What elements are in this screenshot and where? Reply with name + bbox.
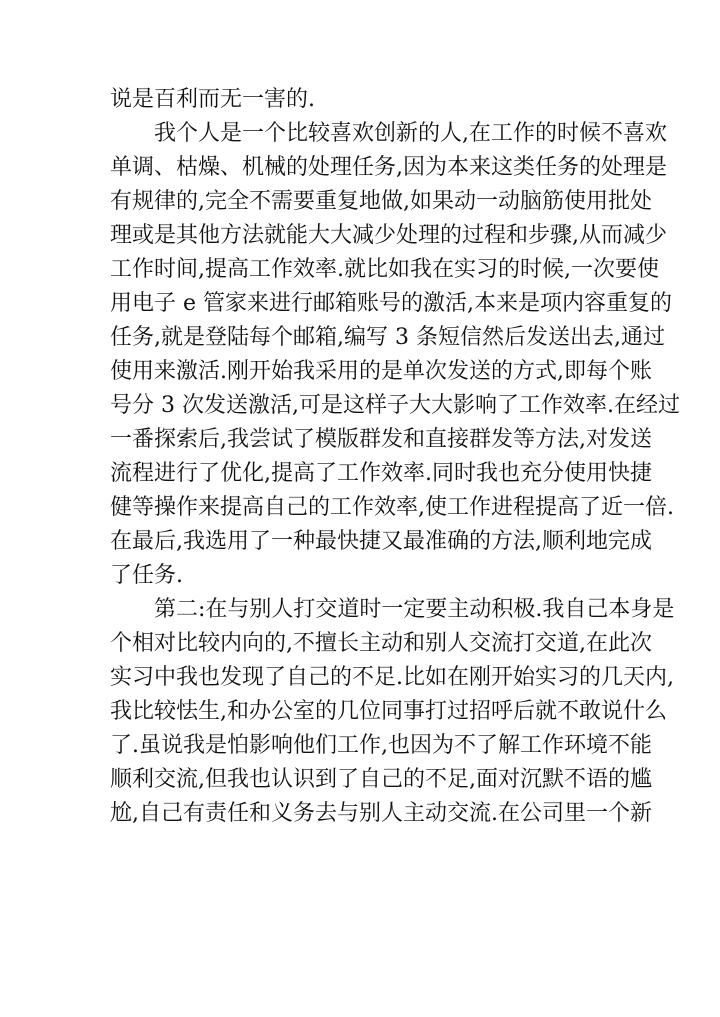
text-line: 有规律的,完全不需要重复地做,如果动一动脑筋使用批处 (110, 189, 652, 214)
text-line: 实习中我也发现了自己的不足.比如在刚开始实习的几天内, (110, 665, 674, 690)
text-line: 健等操作来提高自己的工作效率,使工作进程提高了近一倍. (110, 495, 674, 520)
text-line: 个相对比较内向的,不擅长主动和别人交流打交道,在此次 (110, 631, 652, 656)
text-line: 了任务. (110, 563, 183, 588)
text-line: 顺利交流,但我也认识到了自己的不足,面对沉默不语的尴 (110, 767, 652, 792)
text-line: 我个人是一个比较喜欢创新的人,在工作的时候不喜欢 (154, 121, 667, 146)
body-text (110, 83, 680, 831)
text-line: 使用来激活.刚开始我采用的是单次发送的方式,即每个账 (110, 359, 652, 384)
text-line: 理或是其他方法就能大大减少处理的过程和步骤,从而减少 (110, 223, 667, 248)
text-line: 了.虽说我是怕影响他们工作,也因为不了解工作环境不能 (110, 733, 652, 758)
text-line: 尬,自己有责任和义务去与别人主动交流.在公司里一个新 (110, 801, 652, 826)
text-line: 任务,就是登陆每个邮箱,编写 3 条短信然后发送出去,通过 (110, 325, 665, 350)
text-line: 我比较怯生,和办公室的几位同事打过招呼后就不敢说什么 (110, 699, 667, 724)
text-line: 流程进行了优化,提高了工作效率.同时我也充分使用快捷 (110, 461, 652, 486)
text-line: 说是百利而无一害的. (110, 87, 315, 112)
text-line: 用电子 e 管家来进行邮箱账号的激活,本来是项内容重复的 (110, 291, 673, 316)
text-line: 工作时间,提高工作效率.就比如我在实习的时候,一次要使 (110, 257, 659, 282)
text-line: 第二:在与别人打交道时一定要主动积极.我自己本身是 (154, 597, 675, 622)
text-line: 一番探索后,我尝试了模版群发和直接群发等方法,对发送 (110, 427, 652, 452)
text-line: 在最后,我选用了一种最快捷又最准确的方法,顺利地完成 (110, 529, 652, 554)
text-line: 号分 3 次发送激活,可是这样子大大影响了工作效率.在经过 (110, 393, 680, 418)
text-line: 单调、枯燥、机械的处理任务,因为本来这类任务的处理是 (110, 155, 667, 180)
